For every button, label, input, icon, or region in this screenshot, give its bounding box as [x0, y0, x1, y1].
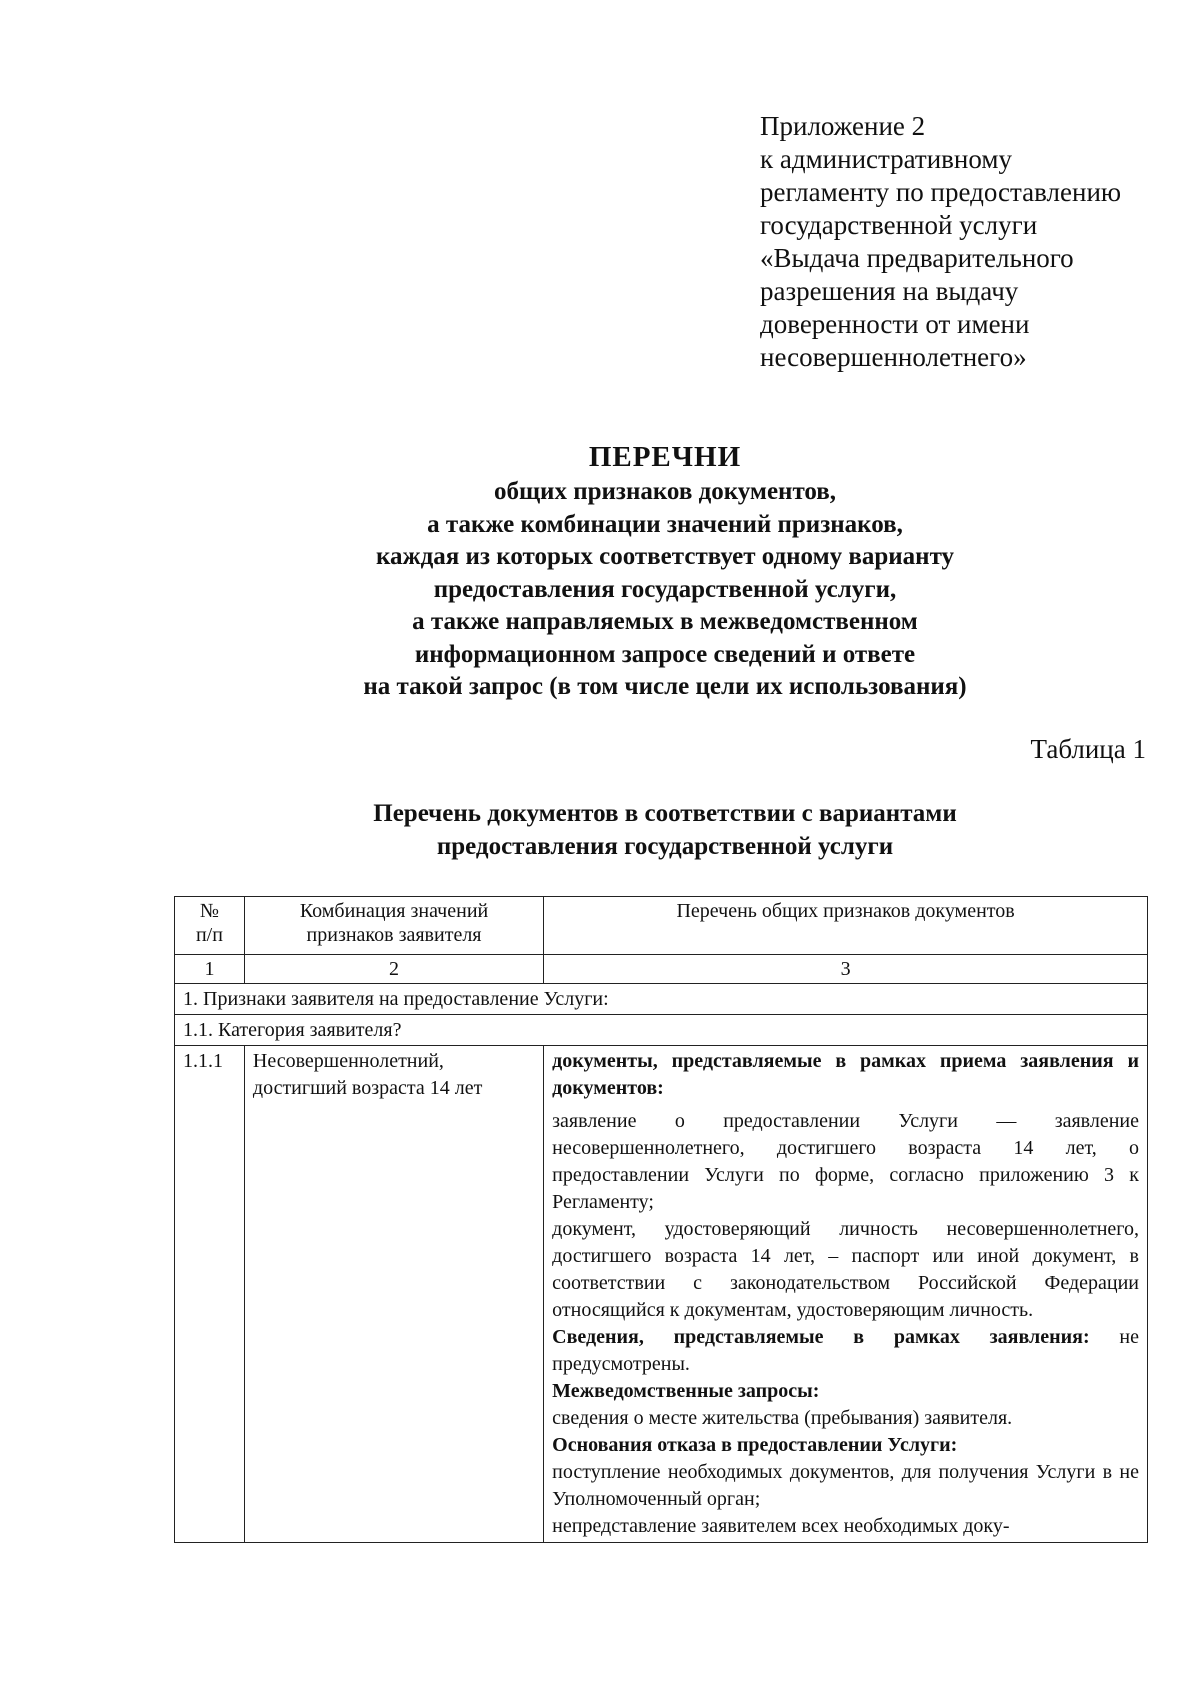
header-cell-number [175, 897, 245, 955]
column-number: 3 [544, 955, 1148, 984]
header-text: № [199, 900, 219, 922]
appendix-line: регламенту по предоставлению [760, 177, 1122, 207]
header-text: Комбинация значений [299, 900, 489, 922]
title-line: предоставления государственной услуги, [433, 575, 897, 603]
row-documents [544, 1046, 1148, 1543]
interagency-heading: Межведомственные запросы: [552, 1380, 820, 1402]
doc-item: заявление о предоставлении Услуги — заявление несовершеннолетнего, достигшего возраста 14 лет, о предоставлении Услуги по форме, согласно приложению 3 к Регламенту; [552, 1110, 1139, 1213]
table-header-row [175, 897, 1148, 955]
docs-heading: документы, представляемые в рамках приема заявления и документов: [552, 1050, 1139, 1099]
column-number-row [175, 955, 1148, 984]
documents-table [174, 896, 1148, 1543]
appendix-line: к административному [760, 144, 1012, 174]
column-number: 1 [175, 955, 245, 984]
header-cell-applicant [244, 897, 543, 955]
table-label: Таблица 1 [1030, 734, 1146, 764]
title-line: а также направляемых в межведомственном [412, 608, 918, 635]
title-line: общих признаков документов, [493, 478, 837, 505]
refusal-heading: Основания отказа в предоставлении Услуги: [552, 1434, 958, 1456]
appendix-line: «Выдача предварительного [760, 243, 1074, 273]
header-text: п/п [195, 924, 223, 946]
list-title-line: предоставления государственной услуги [436, 833, 894, 860]
header-text: признаков заявителя [306, 924, 482, 946]
appendix-line: государственной услуги [760, 210, 1038, 240]
row-applicant: Несовершеннолетний, достигший возраста 14 лет [244, 1046, 543, 1543]
document-title [0, 438, 1200, 704]
title-line: информационном запросе сведений и ответе [414, 640, 916, 668]
list-title [0, 797, 1200, 863]
appendix-line: разрешения на выдачу [760, 276, 1019, 306]
appendix-line: доверенности от имени [760, 309, 1030, 339]
subsection-heading: 1.1. Категория заявителя? [175, 1015, 1148, 1046]
title-main: ПЕРЕЧНИ [588, 441, 742, 473]
doc-item: документ, удостоверяющий личность несовершеннолетнего, достигшего возраста 14 лет, – паспорт или иной документ, в соответствии с законодательством Российской Федерации относящийся к документам, удостоверяющим личность. [552, 1218, 1139, 1321]
row-number: 1.1.1 [175, 1046, 245, 1543]
title-line: а также комбинации значений признаков, [427, 510, 903, 538]
info-heading: Сведения, представляемые в рамках заявления: [552, 1326, 1090, 1348]
appendix-line: несовершеннолетнего» [760, 342, 1027, 372]
title-line: на такой запрос (в том числе цели их использования) [363, 673, 967, 700]
appendix-line: Приложение 2 [760, 111, 926, 141]
list-title-line: Перечень документов в соответствии с вариантами [373, 800, 957, 827]
refusal-item: непредставление заявителем всех необходимых доку- [552, 1515, 1010, 1537]
refusal-item: поступление необходимых документов, для получения Услуги в не Уполномоченный орган; [552, 1461, 1139, 1510]
header-cell-documents: Перечень общих признаков документов [544, 897, 1148, 955]
subsection-row [175, 1015, 1148, 1046]
interagency-text: сведения о месте жительства (пребывания) заявителя. [552, 1407, 1013, 1429]
section-row [175, 984, 1148, 1015]
title-line: каждая из которых соответствует одному варианту [375, 543, 955, 570]
info-text: не предусмотрены. [552, 1326, 1139, 1375]
table-row [175, 1046, 1148, 1543]
column-number: 2 [244, 955, 543, 984]
section-heading: 1. Признаки заявителя на предоставление Услуги: [175, 984, 1148, 1015]
appendix-note [760, 110, 1180, 374]
